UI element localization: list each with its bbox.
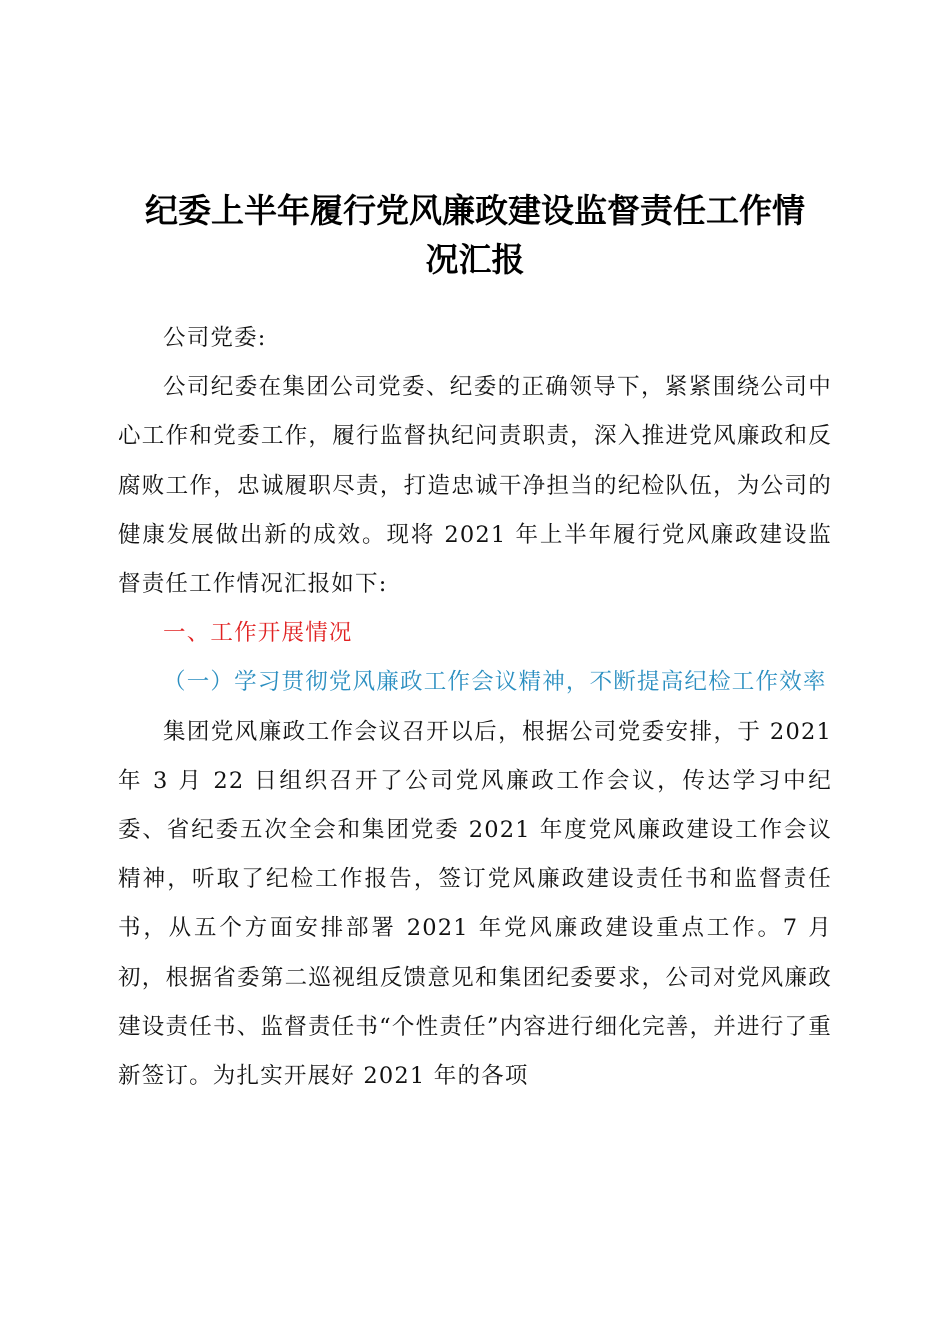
title-line-1: 纪委上半年履行党风廉政建设监督责任工作情 — [145, 191, 805, 230]
title-line-2: 况汇报 — [425, 240, 525, 279]
document-body — [118, 314, 832, 1101]
document-title — [118, 186, 832, 284]
section-heading: 一、工作开展情况 — [163, 620, 353, 647]
subsection-paragraph: 集团党风廉政工作会议召开以后，根据公司党委安排，于 2021 年 3 月 22 日组织召开了公司党风廉政工作会议，传达学习中纪委、省纪委五次全会和集团党委 2021 年度党风廉政建设工作会议精神，听取了纪检工作报告，签订党风廉政建设责任书和监督责任书，从五个方面安排部署 2021 年党风廉政建设重点工作。7 月初，根据省委第二巡视组反馈意见和集团纪委要求，公司对党风廉政建设责任书、监督责任书“个性责任”内容进行细化完善，并进行了重新签订。为扎实开展好 2021 年的各项 — [118, 718, 832, 1090]
salutation: 公司党委: — [163, 325, 267, 351]
intro-paragraph: 公司纪委在集团公司党委、纪委的正确领导下，紧紧围绕公司中心工作和党委工作，履行监督执纪问责职责，深入推进党风廉政和反腐败工作，忠诚履职尽责，打造忠诚干净担当的纪检队伍，为公司的健康发展做出新的成效。现将 2021 年上半年履行党风廉政建设监督责任工作情况汇报如下: — [118, 374, 832, 598]
subsection-heading: （一）学习贯彻党风廉政工作会议精神，不断提高纪检工作效率 — [163, 669, 827, 696]
